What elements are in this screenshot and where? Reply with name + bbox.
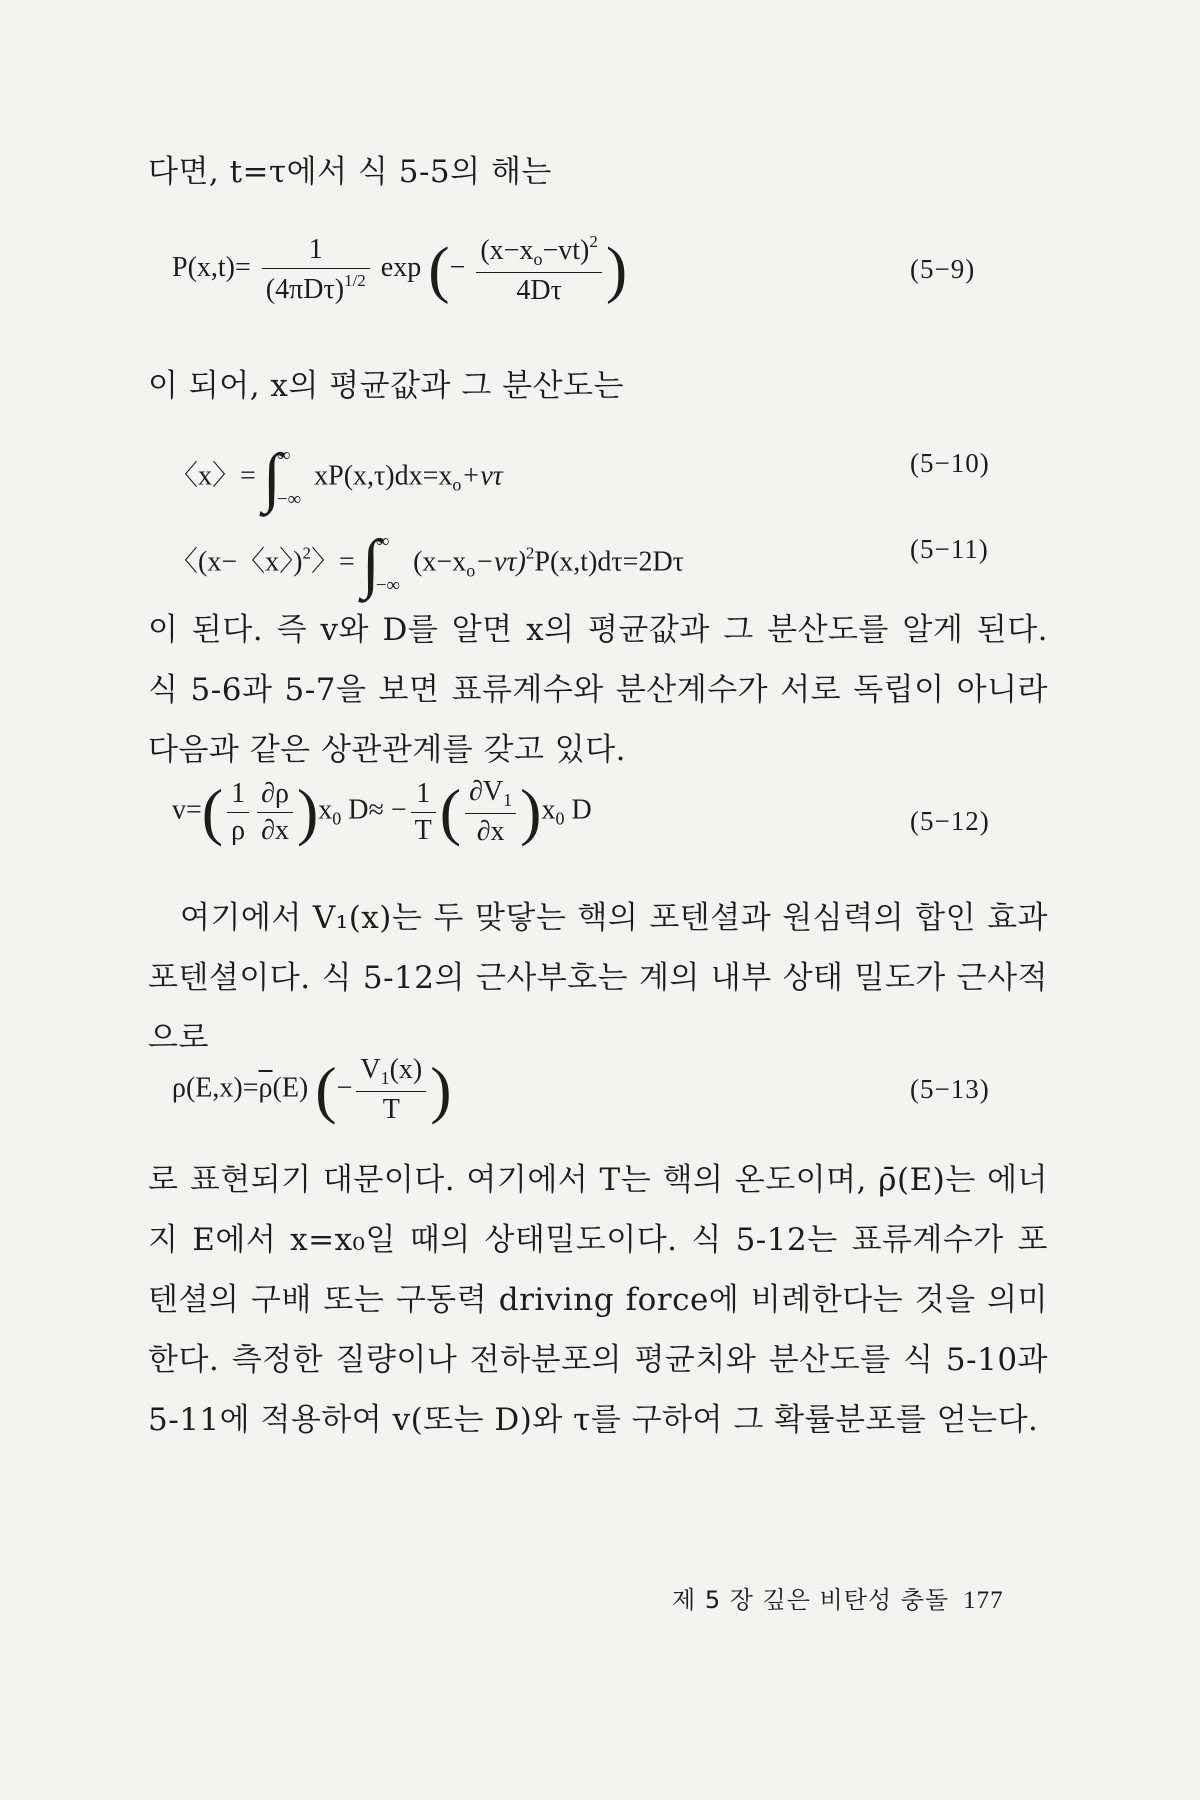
eq11-lhs: 〈(x−〈x〉) (170, 546, 303, 578)
equation-number-5-9: (5−9) (910, 254, 976, 284)
eq9-right-paren: ) (605, 233, 628, 305)
eq10-body-sub: o (452, 474, 462, 495)
eq10-lhs: 〈x〉= (170, 460, 256, 492)
eq10-integral-sign: ∫ (262, 441, 281, 514)
eq12-f1-num: 1 (227, 778, 249, 813)
eq10-lower-limit: −∞ (276, 489, 302, 510)
eq11-integral-sign: ∫ (361, 527, 380, 600)
paragraph-effective-potential: 여기에서 V₁(x)는 두 맞닿는 핵의 포텐셜과 원심력의 합인 효과 포텐셜이다. 식 5-12의 근사부호는 계의 내부 상태 밀도가 근사적으로 (148, 900, 1048, 1056)
eq12-f3-num: 1 (411, 778, 436, 813)
paragraph-correlation: 이 된다. 즉 v와 D를 알면 x의 평균값과 그 분산도를 알게 된다. 식 5-6과 5-7을 보면 표류계수와 분산계수가 서로 독립이 아니라 다음과 같은 상관관계를 갖고 있다. (148, 612, 1048, 768)
eq9-den-exponent: 1/2 (344, 270, 366, 290)
eq12-fraction-1 (227, 778, 249, 847)
eq11-body-rest: P(x,t)dτ=2Dτ (534, 546, 684, 578)
paragraph-intro: 다면, t=τ에서 식 5-5의 해는 (148, 154, 552, 190)
eq13-rho-rest: (E) (272, 1072, 309, 1104)
eq12-fraction-2 (257, 778, 293, 847)
page-number: 177 (963, 1587, 1004, 1614)
eq11-lower-limit: −∞ (375, 575, 401, 596)
eq12-mid: D≈ − (348, 794, 407, 826)
eq9-inner-numerator (476, 232, 602, 273)
eq9-inner-fraction (476, 232, 602, 307)
eq9-lhs: P(x,t)= (172, 251, 251, 283)
eq12-x0-sub: 0 (332, 808, 342, 829)
eq9-numerator: 1 (262, 234, 370, 269)
eq11-body-sub: o (466, 560, 476, 581)
eq13-num-rest: (x) (389, 1054, 423, 1085)
equation-5-13 (172, 1054, 452, 1126)
eq12-right-paren-2: ) (520, 776, 542, 847)
eq12-fraction-3 (411, 778, 436, 847)
eq11-body-mid: −vτ) (475, 546, 526, 578)
eq13-numerator (356, 1054, 426, 1092)
eq13-denominator: T (382, 1094, 400, 1125)
equation-number-5-10: (5−10) (910, 448, 990, 478)
eq12-left-paren-1: ( (201, 776, 224, 847)
eq12-tail: D (571, 794, 592, 826)
paragraph-drift-coefficient: 로 표현되기 대문이다. 여기에서 T는 핵의 온도이며, ρ̄(E)는 에너지 E에서 x=x₀일 때의 상태밀도이다. 식 5-12는 표류계수가 포텐셜의 구배 또는 구동력 driving force에 비례한다는 것을 의미한다. 측정한 질량이나 전하분포의 평균치와 분산도를 식 5-10과 5-11에 적용하여 v(또는 D)와 τ를 구하여 그 확률분포를 얻는다. (148, 1162, 1048, 1438)
eq9-inner-num-sub: o (533, 249, 543, 269)
eq12-f4-num-base: ∂V (469, 776, 504, 807)
eq9-den-base: (4πDτ) (265, 273, 345, 305)
eq12-x0-2-sub: 0 (555, 808, 565, 829)
equation-5-10 (170, 434, 503, 522)
eq13-lhs: ρ(E,x)= (172, 1072, 259, 1104)
eq9-inner-num-exp: 2 (589, 232, 598, 251)
eq12-x0-2: x (541, 794, 556, 826)
eq13-minus: − (336, 1072, 353, 1104)
chapter-title: 제 5 장 깊은 비탄성 충돌 (672, 1586, 950, 1614)
eq13-rho-bar: $\overline{\rho}$ (258, 1072, 273, 1104)
eq9-inner-num-a: (x−x (480, 235, 534, 266)
eq12-f2-num: ∂ρ (257, 778, 293, 813)
eq12-left-paren-2: ( (439, 776, 462, 847)
eq12-fraction-4 (465, 776, 516, 848)
eq9-minus: − (449, 251, 466, 283)
eq11-lhs-exp: 2 (302, 543, 311, 563)
eq12-f4-num-sub: 1 (503, 790, 513, 810)
eq13-num-sub: 1 (380, 1068, 390, 1088)
eq12-f4-den: ∂x (476, 816, 505, 847)
eq11-lhs-close: 〉= (310, 546, 355, 578)
eq12-lhs: v= (172, 794, 202, 826)
equation-5-11 (170, 520, 684, 608)
eq9-inner-denominator: 4Dτ (516, 275, 562, 306)
eq9-inner-num-b: −vt) (542, 235, 590, 266)
eq12-f3-den: T (414, 814, 432, 846)
equation-number-5-12: (5−12) (910, 806, 990, 836)
eq11-body: (x−x (413, 546, 467, 578)
eq12-x0: x (318, 794, 333, 826)
eq13-fraction (356, 1054, 426, 1126)
eq10-body: xP(x,τ)dx=x (314, 460, 453, 492)
eq11-upper-limit: ∞ (375, 531, 390, 552)
equation-number-5-13: (5−13) (910, 1074, 990, 1104)
eq10-rhs: +vτ (461, 460, 503, 492)
eq13-num-base: V (360, 1054, 381, 1085)
eq13-right-paren: ) (430, 1054, 452, 1125)
eq12-f1-den: ρ (231, 814, 246, 846)
eq9-denominator (262, 269, 370, 306)
eq11-body-exp: 2 (525, 543, 535, 563)
eq9-left-paren: ( (428, 233, 450, 305)
paragraph-mean-variance: 이 되어, x의 평균값과 그 분산도는 (148, 368, 624, 404)
equation-5-9 (172, 232, 627, 307)
eq10-upper-limit: ∞ (276, 445, 291, 466)
eq13-left-paren: ( (315, 1054, 337, 1125)
eq9-fraction (262, 234, 370, 306)
eq12-right-paren-1: ) (296, 776, 319, 847)
page-footer (672, 1580, 1004, 1615)
eq9-exp: exp (380, 251, 422, 283)
equation-5-12 (172, 776, 592, 848)
eq12-f2-den: ∂x (261, 814, 289, 846)
eq12-f4-num (465, 776, 516, 814)
equation-number-5-11: (5−11) (910, 534, 989, 564)
